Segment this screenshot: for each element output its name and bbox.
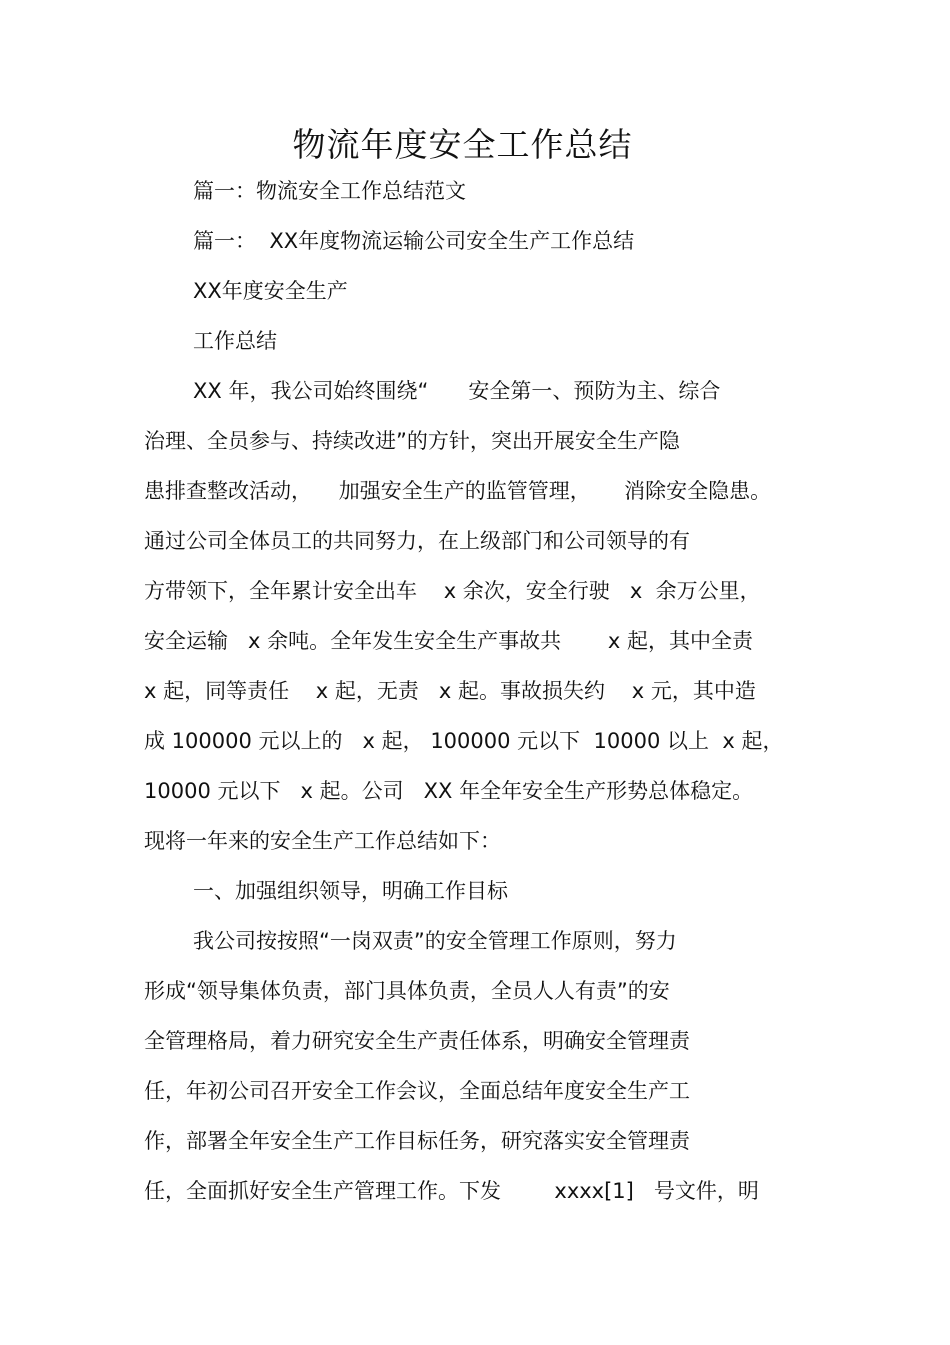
- paragraph-line: 患排查整改活动， 加强安全生产的监管管理， 消除安全隐患。: [144, 479, 772, 503]
- paragraph-line: 安全运输 x 余吨。全年发生安全生产事故共 x 起，其中全责: [144, 629, 753, 653]
- paragraph-line: 10000 元以下 x 起。公司 XX 年全年安全生产形势总体稳定。: [144, 779, 754, 803]
- paragraph-line: 我公司按按照“一岗双责”的安全管理工作原则，努力: [193, 929, 677, 953]
- section-heading-2: 篇一： XX年度物流运输公司安全生产工作总结: [193, 229, 635, 253]
- paragraph-line: 形成“领导集体负责，部门具体负责，全员人人有责”的安: [144, 979, 670, 1003]
- subtitle-line-1: XX年度安全生产: [193, 279, 348, 303]
- subtitle-line-2: 工作总结: [193, 329, 277, 353]
- paragraph-line: 现将一年来的安全生产工作总结如下：: [144, 829, 501, 853]
- paragraph-line: 成 100000 元以上的 x 起， 100000 元以下 10000 以上 x 起，: [144, 729, 784, 753]
- paragraph-line: 作，部署全年安全生产工作目标任务，研究落实安全管理责: [144, 1129, 690, 1153]
- paragraph-line: 全管理格局，着力研究安全生产责任体系，明确安全管理责: [144, 1029, 690, 1053]
- paragraph-line: 方带领下，全年累计安全出车 x 余次，安全行驶 x 余万公里，: [144, 579, 761, 603]
- paragraph-line: 治理、全员参与、持续改进”的方针，突出开展安全生产隐: [144, 429, 680, 453]
- paragraph-line: 任，全面抓好安全生产管理工作。下发 xxxx[1] 号文件，明: [144, 1179, 759, 1203]
- section-heading-1: 篇一：物流安全工作总结范文: [193, 179, 466, 203]
- paragraph-line: 通过公司全体员工的共同努力，在上级部门和公司领导的有: [144, 529, 690, 553]
- paragraph-line: 任，年初公司召开安全工作会议，全面总结年度安全生产工: [144, 1079, 690, 1103]
- paragraph-line: x 起，同等责任 x 起，无责 x 起。事故损失约 x 元，其中造: [144, 679, 756, 703]
- section-heading-3: 一、加强组织领导，明确工作目标: [193, 879, 508, 903]
- document-title: 物流年度安全工作总结: [292, 125, 633, 164]
- paragraph-line: XX 年，我公司始终围绕“ 安全第一、预防为主、综合: [193, 379, 721, 403]
